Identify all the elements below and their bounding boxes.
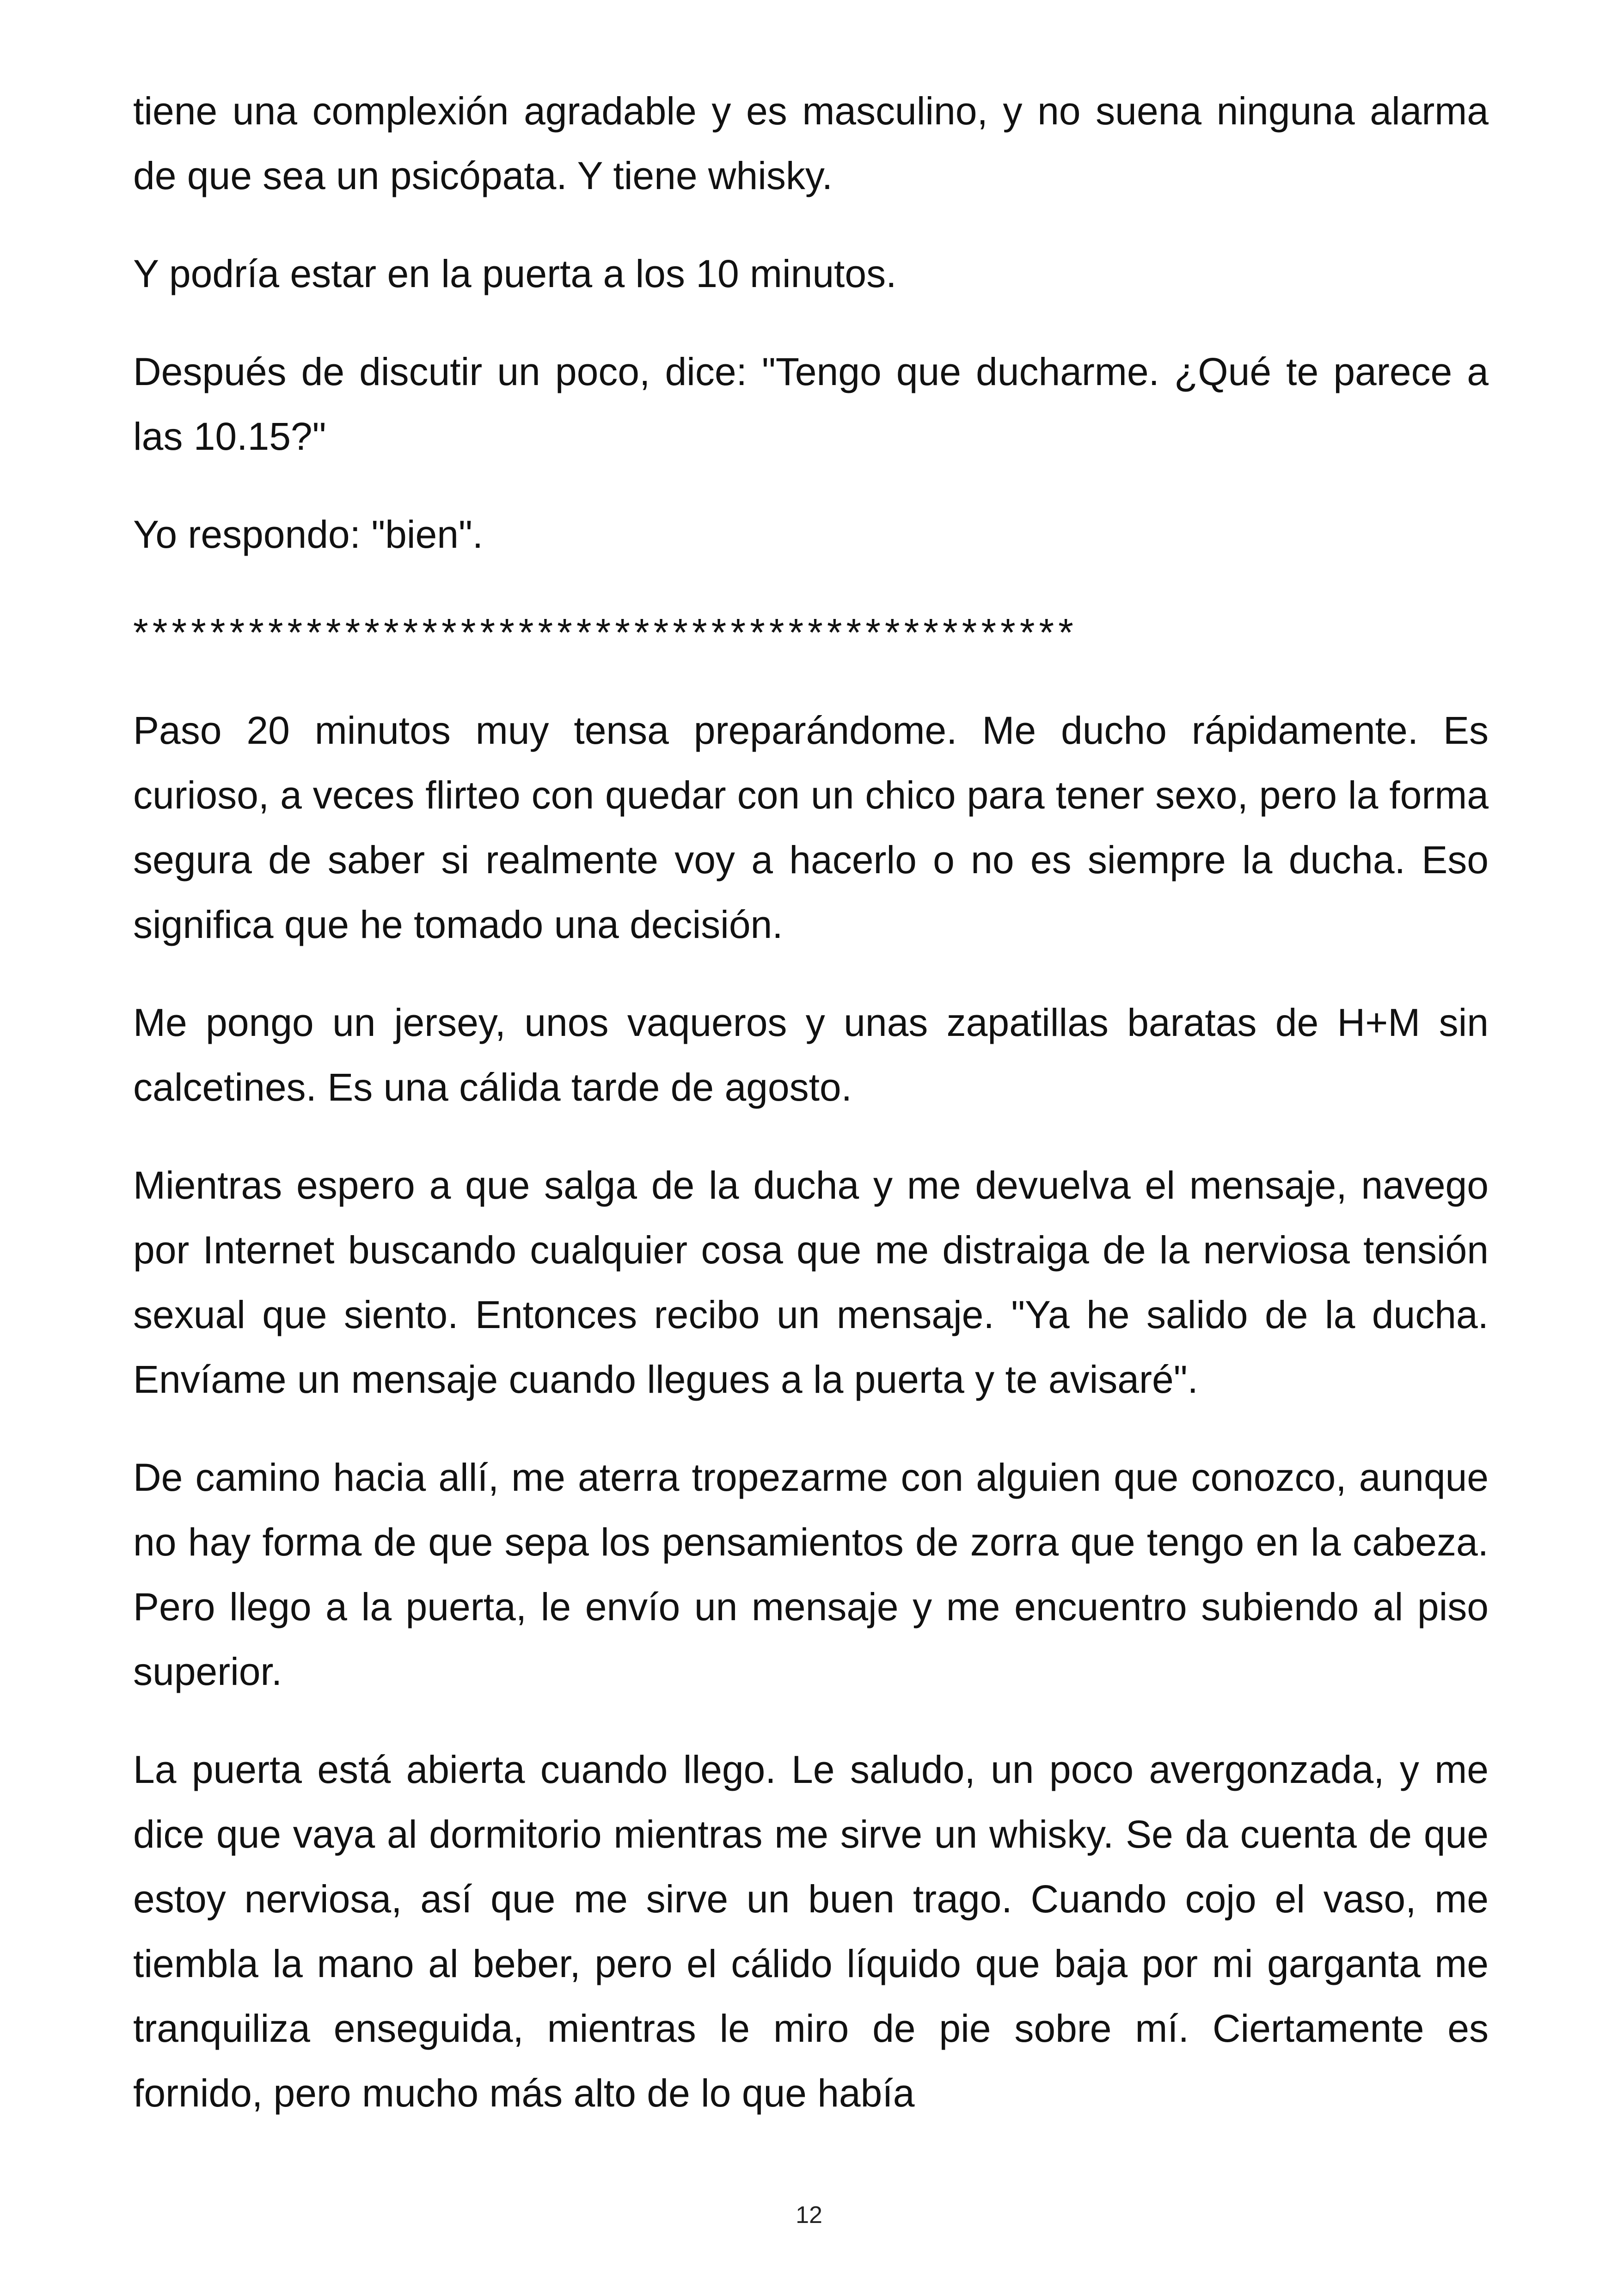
- paragraph: tiene una complexión agradable y es masculino, y no suena ninguna alarma de que sea un psicópata. Y tiene whisky.: [133, 89, 1489, 197]
- section-separator: *************************************************: [133, 611, 1078, 654]
- paragraph: Yo respondo: "bien".: [133, 513, 484, 556]
- paragraph: Y podría estar en la puerta a los 10 minutos.: [133, 252, 897, 295]
- paragraph: Me pongo un jersey, unos vaqueros y unas zapatillas baratas de H+M sin calcetines. Es una cálida tarde de agosto.: [133, 1001, 1489, 1109]
- paragraph: Mientras espero a que salga de la ducha y me devuelva el mensaje, navego por Internet buscando cualquier cosa que me distraiga de la nerviosa tensión sexual que siento. Entonces recibo un mensaje. "Ya he salido de la ducha. Envíame un mensaje cuando llegues a la puerta y te avisaré".: [133, 1163, 1489, 1401]
- page-body: [133, 79, 1489, 2159]
- paragraph: Paso 20 minutos muy tensa preparándome. Me ducho rápidamente. Es curioso, a veces flirteo con quedar con un chico para tener sexo, pero la forma segura de saber si realmente voy a hacerlo o no es siempre la ducha. Eso significa que he tomado una decisión.: [133, 709, 1489, 946]
- paragraph: Después de discutir un poco, dice: "Tengo que ducharme. ¿Qué te parece a las 10.15?": [133, 350, 1489, 458]
- page-number: 12: [796, 2202, 822, 2229]
- paragraph: De camino hacia allí, me aterra tropezarme con alguien que conozco, aunque no hay forma de que sepa los pensamientos de zorra que tengo en la cabeza. Pero llego a la puerta, le envío un mensaje y me encuentro subiendo al piso superior.: [133, 1456, 1489, 1693]
- paragraph: La puerta está abierta cuando llego. Le saludo, un poco avergonzada, y me dice que vaya al dormitorio mientras me sirve un whisky. Se da cuenta de que estoy nerviosa, así que me sirve un buen trago. Cuando cojo el vaso, me tiembla la mano al beber, pero el cálido líquido que baja por mi garganta me tranquiliza enseguida, mientras le miro de pie sobre mí. Ciertamente es fornido, pero mucho más alto de lo que había: [133, 1748, 1489, 2115]
